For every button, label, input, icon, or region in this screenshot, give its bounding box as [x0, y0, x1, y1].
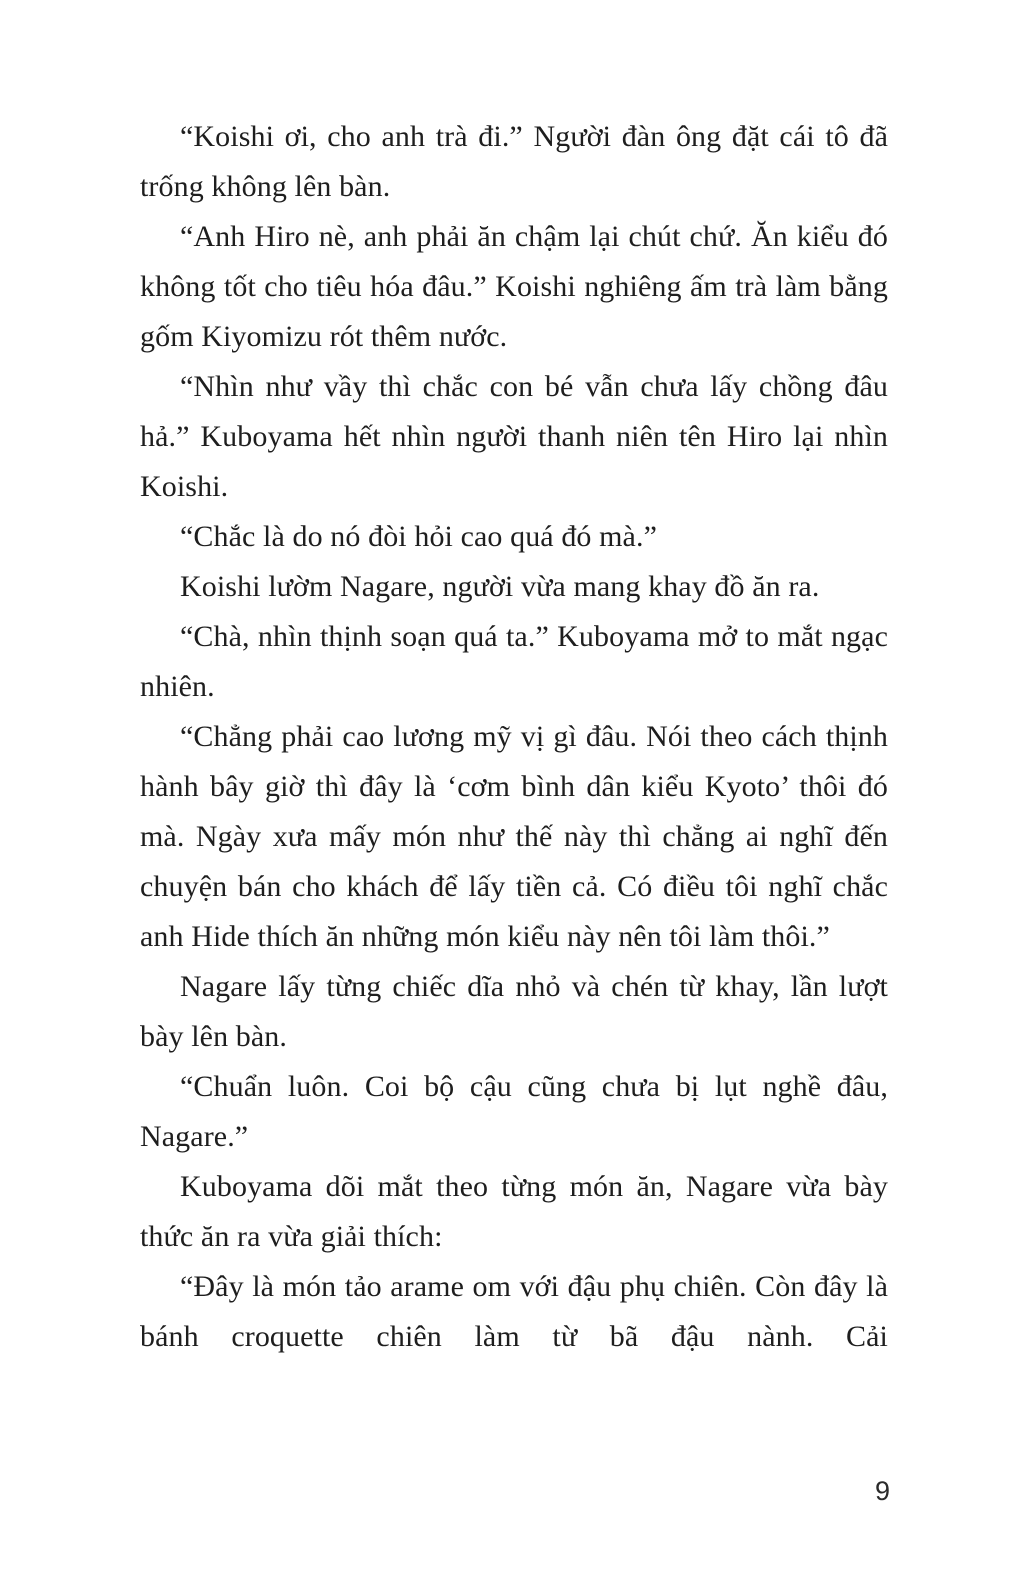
paragraph: Nagare lấy từng chiếc dĩa nhỏ và chén từ khay, lần lượt bày lên bàn. [140, 970, 888, 1053]
paragraph: “Chắc là do nó đòi hỏi cao quá đó mà.” [180, 520, 657, 553]
page-number: 9 [874, 1476, 890, 1506]
paragraph: “Nhìn như vầy thì chắc con bé vẫn chưa lấy chồng đâu hả.” Kuboyama hết nhìn người thanh niên tên Hiro lại nhìn Koishi. [140, 370, 888, 503]
paragraph: “Anh Hiro nè, anh phải ăn chậm lại chút chứ. Ăn kiểu đó không tốt cho tiêu hóa đâu.” Koishi nghiêng ấm trà làm bằng gốm Kiyomizu rót thêm nước. [140, 220, 888, 353]
paragraph: Kuboyama dõi mắt theo từng món ăn, Nagare vừa bày thức ăn ra vừa giải thích: [140, 1170, 888, 1253]
paragraph: “Chuẩn luôn. Coi bộ cậu cũng chưa bị lụt nghề đâu, Nagare.” [140, 1070, 888, 1153]
paragraph: “Chà, nhìn thịnh soạn quá ta.” Kuboyama mở to mắt ngạc nhiên. [140, 620, 888, 703]
paragraph: “Chẳng phải cao lương mỹ vị gì đâu. Nói theo cách thịnh hành bây giờ thì đây là ‘cơm bình dân kiểu Kyoto’ thôi đó mà. Ngày xưa mấy món như thế này thì chẳng ai nghĩ đến chuyện bán cho khách để lấy tiền cả. Có điều tôi nghĩ chắc anh Hide thích ăn những món kiểu này nên tôi làm thôi.” [140, 720, 888, 953]
paragraph: Koishi lườm Nagare, người vừa mang khay đồ ăn ra. [180, 570, 820, 603]
text-block [140, 112, 888, 1362]
paragraph: “Koishi ơi, cho anh trà đi.” Người đàn ông đặt cái tô đã trống không lên bàn. [140, 120, 888, 203]
paragraph-continued: “Đây là món tảo arame om với đậu phụ chiên. Còn đây là bánh croquette chiên làm từ bã đậu nành. Cải [140, 1270, 888, 1353]
